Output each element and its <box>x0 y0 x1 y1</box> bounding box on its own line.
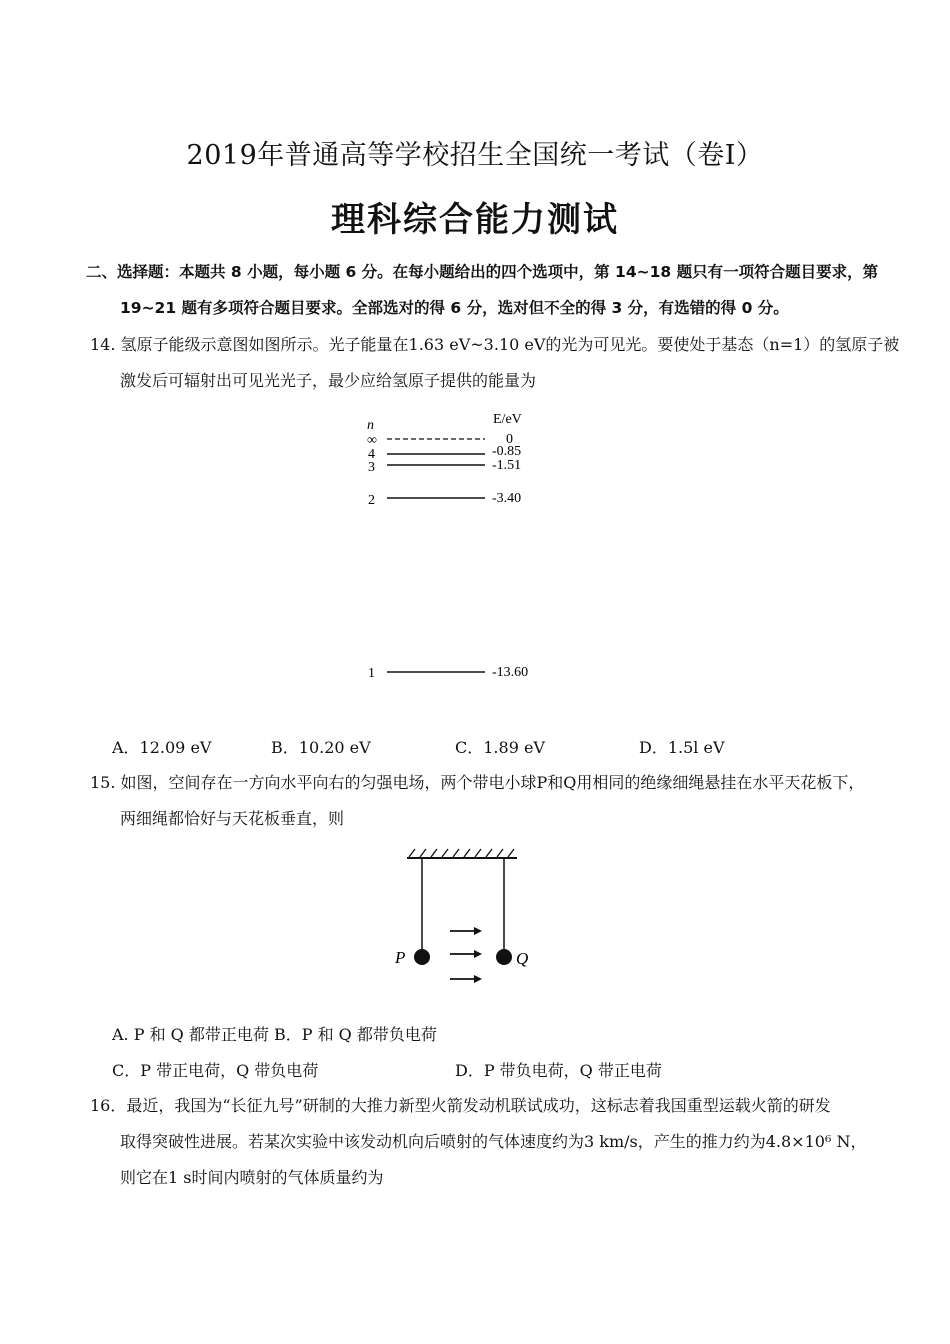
q14-stem-line2: 激发后可辐射出可见光光子，最少应给氢原子提供的能量为 <box>120 371 537 390</box>
label-q: Q <box>516 949 529 968</box>
q15-stem-line1: 15. 如图，空间存在一方向水平向右的匀强电场，两个带电小球P和Q用相同的绝缘细绳悬挂在水平天花板下， <box>90 773 865 792</box>
diagram-n-label: n <box>367 418 374 433</box>
level-e-1: -13.60 <box>492 665 529 680</box>
q15-stem-line2: 两细绳都恰好与天花板垂直，则 <box>120 809 345 828</box>
ceiling-hatching <box>409 849 514 857</box>
level-n-1: 1 <box>368 666 375 681</box>
ball-p <box>414 949 430 965</box>
section-instructions-line1: 二、选择题：本题共 8 小题，每小题 6 分。在每小题给出的四个选项中，第 14~18 题只有一项符合题目要求，第 <box>86 263 879 281</box>
section-instructions-line2: 19~21 题有多项符合题目要求。全部选对的得 6 分，选对但不全的得 3 分，有选错的得 0 分。 <box>120 299 789 317</box>
field-arrow-3 <box>450 975 482 983</box>
level-e-4: -0.85 <box>492 444 522 459</box>
q16-stem-line2: 取得突破性进展。若某次实验中该发动机向后喷射的气体速度约为3 km/s，产生的推力约为4.8×10⁶ N， <box>120 1132 867 1151</box>
energy-level-diagram <box>355 405 555 690</box>
ball-q <box>496 949 512 965</box>
exam-title: 2019年普通高等学校招生全国统一考试（卷Ⅰ） <box>186 140 764 171</box>
level-e-2: -3.40 <box>492 491 522 506</box>
exam-subtitle: 理科综合能力测试 <box>331 200 619 240</box>
level-e-inf: 0 <box>506 432 513 447</box>
level-e-3: -1.51 <box>492 458 522 473</box>
q16-stem-line3: 则它在1 s时间内喷射的气体质量约为 <box>120 1168 384 1187</box>
diagram-energy-label: E/eV <box>493 412 522 427</box>
level-n-inf: ∞ <box>367 433 377 448</box>
q14-option-b[interactable]: B．10.20 eV <box>271 738 371 757</box>
q16-stem-line1: 16．最近，我国为“长征九号”研制的大推力新型火箭发动机联试成功，这标志着我国重型运载火箭的研发 <box>90 1096 831 1115</box>
q15-option-c[interactable]: C．P 带正电荷，Q 带负电荷 <box>112 1061 319 1080</box>
q15-option-ab[interactable]: A. P 和 Q 都带正电荷 B．P 和 Q 都带负电荷 <box>112 1025 437 1044</box>
level-n-3: 3 <box>368 460 375 475</box>
label-p: P <box>395 948 406 967</box>
q14-option-d[interactable]: D．1.5l eV <box>639 738 725 757</box>
q14-stem-line1: 14. 氢原子能级示意图如图所示。光子能量在1.63 eV~3.10 eV的光为可见光。要使处于基态（n=1）的氢原子被 <box>90 335 900 354</box>
q14-option-c[interactable]: C．1.89 eV <box>455 738 545 757</box>
field-arrow-2 <box>450 950 482 958</box>
level-n-2: 2 <box>368 493 375 508</box>
q14-option-a[interactable]: A．12.09 eV <box>112 738 212 757</box>
field-arrow-1 <box>450 927 482 935</box>
electric-field-diagram <box>385 840 545 995</box>
level-n-4: 4 <box>368 447 375 462</box>
q15-option-d[interactable]: D．P 带负电荷，Q 带正电荷 <box>455 1061 662 1080</box>
